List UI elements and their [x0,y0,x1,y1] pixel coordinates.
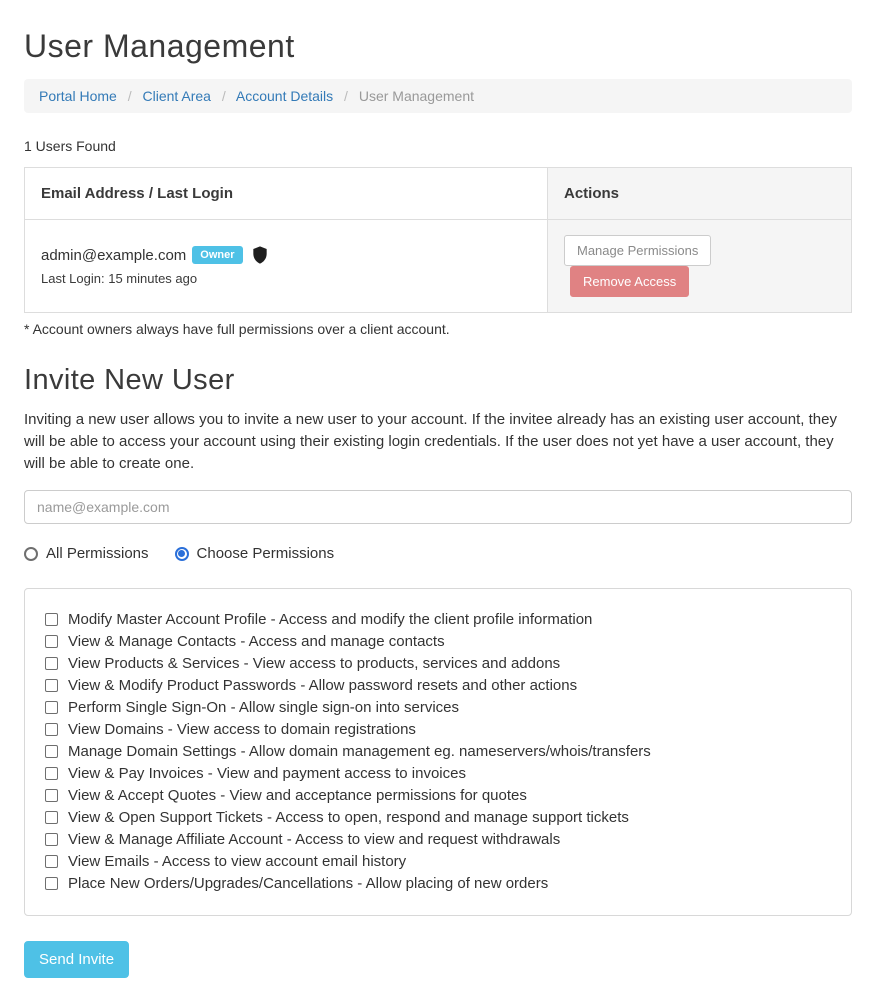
breadcrumb-portal-home[interactable]: Portal Home [39,88,117,104]
radio-label-choose-permissions: Choose Permissions [196,545,335,563]
permission-item[interactable] [45,784,831,806]
users-table [24,167,852,313]
manage-permissions-button[interactable]: Manage Permissions [564,235,711,266]
permissions-mode-radios [24,545,852,562]
breadcrumb-separator: / [127,88,132,104]
user-email: admin@example.com [41,246,187,264]
permission-label: View Domains - View access to domain registrations [68,720,416,738]
permission-label: View Emails - Access to view account email history [68,852,407,870]
shield-icon [252,246,268,264]
users-found-count: 1 Users Found [24,138,116,154]
last-login-text: Last Login: 15 minutes ago [41,271,198,286]
permission-checkbox[interactable] [45,811,58,824]
permission-item[interactable] [45,806,831,828]
permission-checkbox[interactable] [45,833,58,846]
permission-label: Modify Master Account Profile - Access and modify the client profile information [68,610,593,628]
column-header-actions: Actions [548,168,852,220]
permission-item[interactable] [45,740,831,762]
permission-label: View & Pay Invoices - View and payment access to invoices [68,764,466,782]
owner-footnote: * Account owners always have full permissions over a client account. [24,321,450,337]
permission-item[interactable] [45,828,831,850]
user-actions-cell [548,220,852,313]
permission-checkbox[interactable] [45,701,58,714]
page-container [0,28,876,995]
permission-item[interactable] [45,608,831,630]
permissions-list [24,588,852,916]
remove-access-button[interactable]: Remove Access [570,266,689,297]
table-header-row [25,168,852,220]
permission-label: Perform Single Sign-On - Allow single sign-on into services [68,698,460,716]
permission-item[interactable] [45,850,831,872]
column-header-email: Email Address / Last Login [25,168,548,220]
permission-label: Place New Orders/Upgrades/Cancellations - Allow placing of new orders [68,874,549,892]
send-invite-button[interactable]: Send Invite [24,941,129,978]
permission-item[interactable] [45,718,831,740]
permission-label: View & Accept Quotes - View and acceptance permissions for quotes [68,786,527,804]
radio-icon-choose-permissions[interactable] [175,547,189,561]
permission-label: Manage Domain Settings - Allow domain management eg. nameservers/whois/transfers [68,742,651,760]
permission-checkbox[interactable] [45,745,58,758]
permission-label: View Products & Services - View access to products, services and addons [68,654,561,672]
permission-item[interactable] [45,762,831,784]
breadcrumb-separator: / [221,88,226,104]
permission-checkbox[interactable] [45,657,58,670]
radio-icon-all-permissions[interactable] [24,547,38,561]
permission-label: View & Modify Product Passwords - Allow password resets and other actions [68,676,578,694]
permission-label: View & Manage Affiliate Account - Access to view and request withdrawals [68,830,561,848]
breadcrumb-current: User Management [358,88,474,104]
permission-item[interactable] [45,872,831,894]
permission-label: View & Manage Contacts - Access and manage contacts [68,632,445,650]
breadcrumb-separator: / [344,88,348,104]
page-title: User Management [24,28,295,64]
permission-item[interactable] [45,652,831,674]
breadcrumb [24,79,852,113]
permission-checkbox[interactable] [45,723,58,736]
permission-checkbox[interactable] [45,767,58,780]
invite-description: Inviting a new user allows you to invite a new user to your account. If the invitee already has an existing user account, they will be able to access your account using their existing login credentials. If the user does not yet have a user account, they will be able to create one. [24,411,837,472]
breadcrumb-account-details[interactable]: Account Details [235,88,334,104]
permission-checkbox[interactable] [45,635,58,648]
permission-checkbox[interactable] [45,789,58,802]
permission-checkbox[interactable] [45,855,58,868]
permission-item[interactable] [45,630,831,652]
table-row [25,220,852,313]
permission-item[interactable] [45,674,831,696]
radio-all-permissions[interactable] [24,545,149,562]
user-email-cell [25,220,548,313]
permission-checkbox[interactable] [45,613,58,626]
permission-checkbox[interactable] [45,877,58,890]
radio-choose-permissions[interactable] [175,545,335,562]
permission-checkbox[interactable] [45,679,58,692]
invite-email-input[interactable] [24,490,852,524]
permission-item[interactable] [45,696,831,718]
breadcrumb-client-area[interactable]: Client Area [142,88,211,104]
radio-label-all-permissions: All Permissions [46,545,149,563]
permission-label: View & Open Support Tickets - Access to open, respond and manage support tickets [68,808,629,826]
invite-section-title: Invite New User [24,364,235,396]
owner-badge: Owner [192,246,242,264]
